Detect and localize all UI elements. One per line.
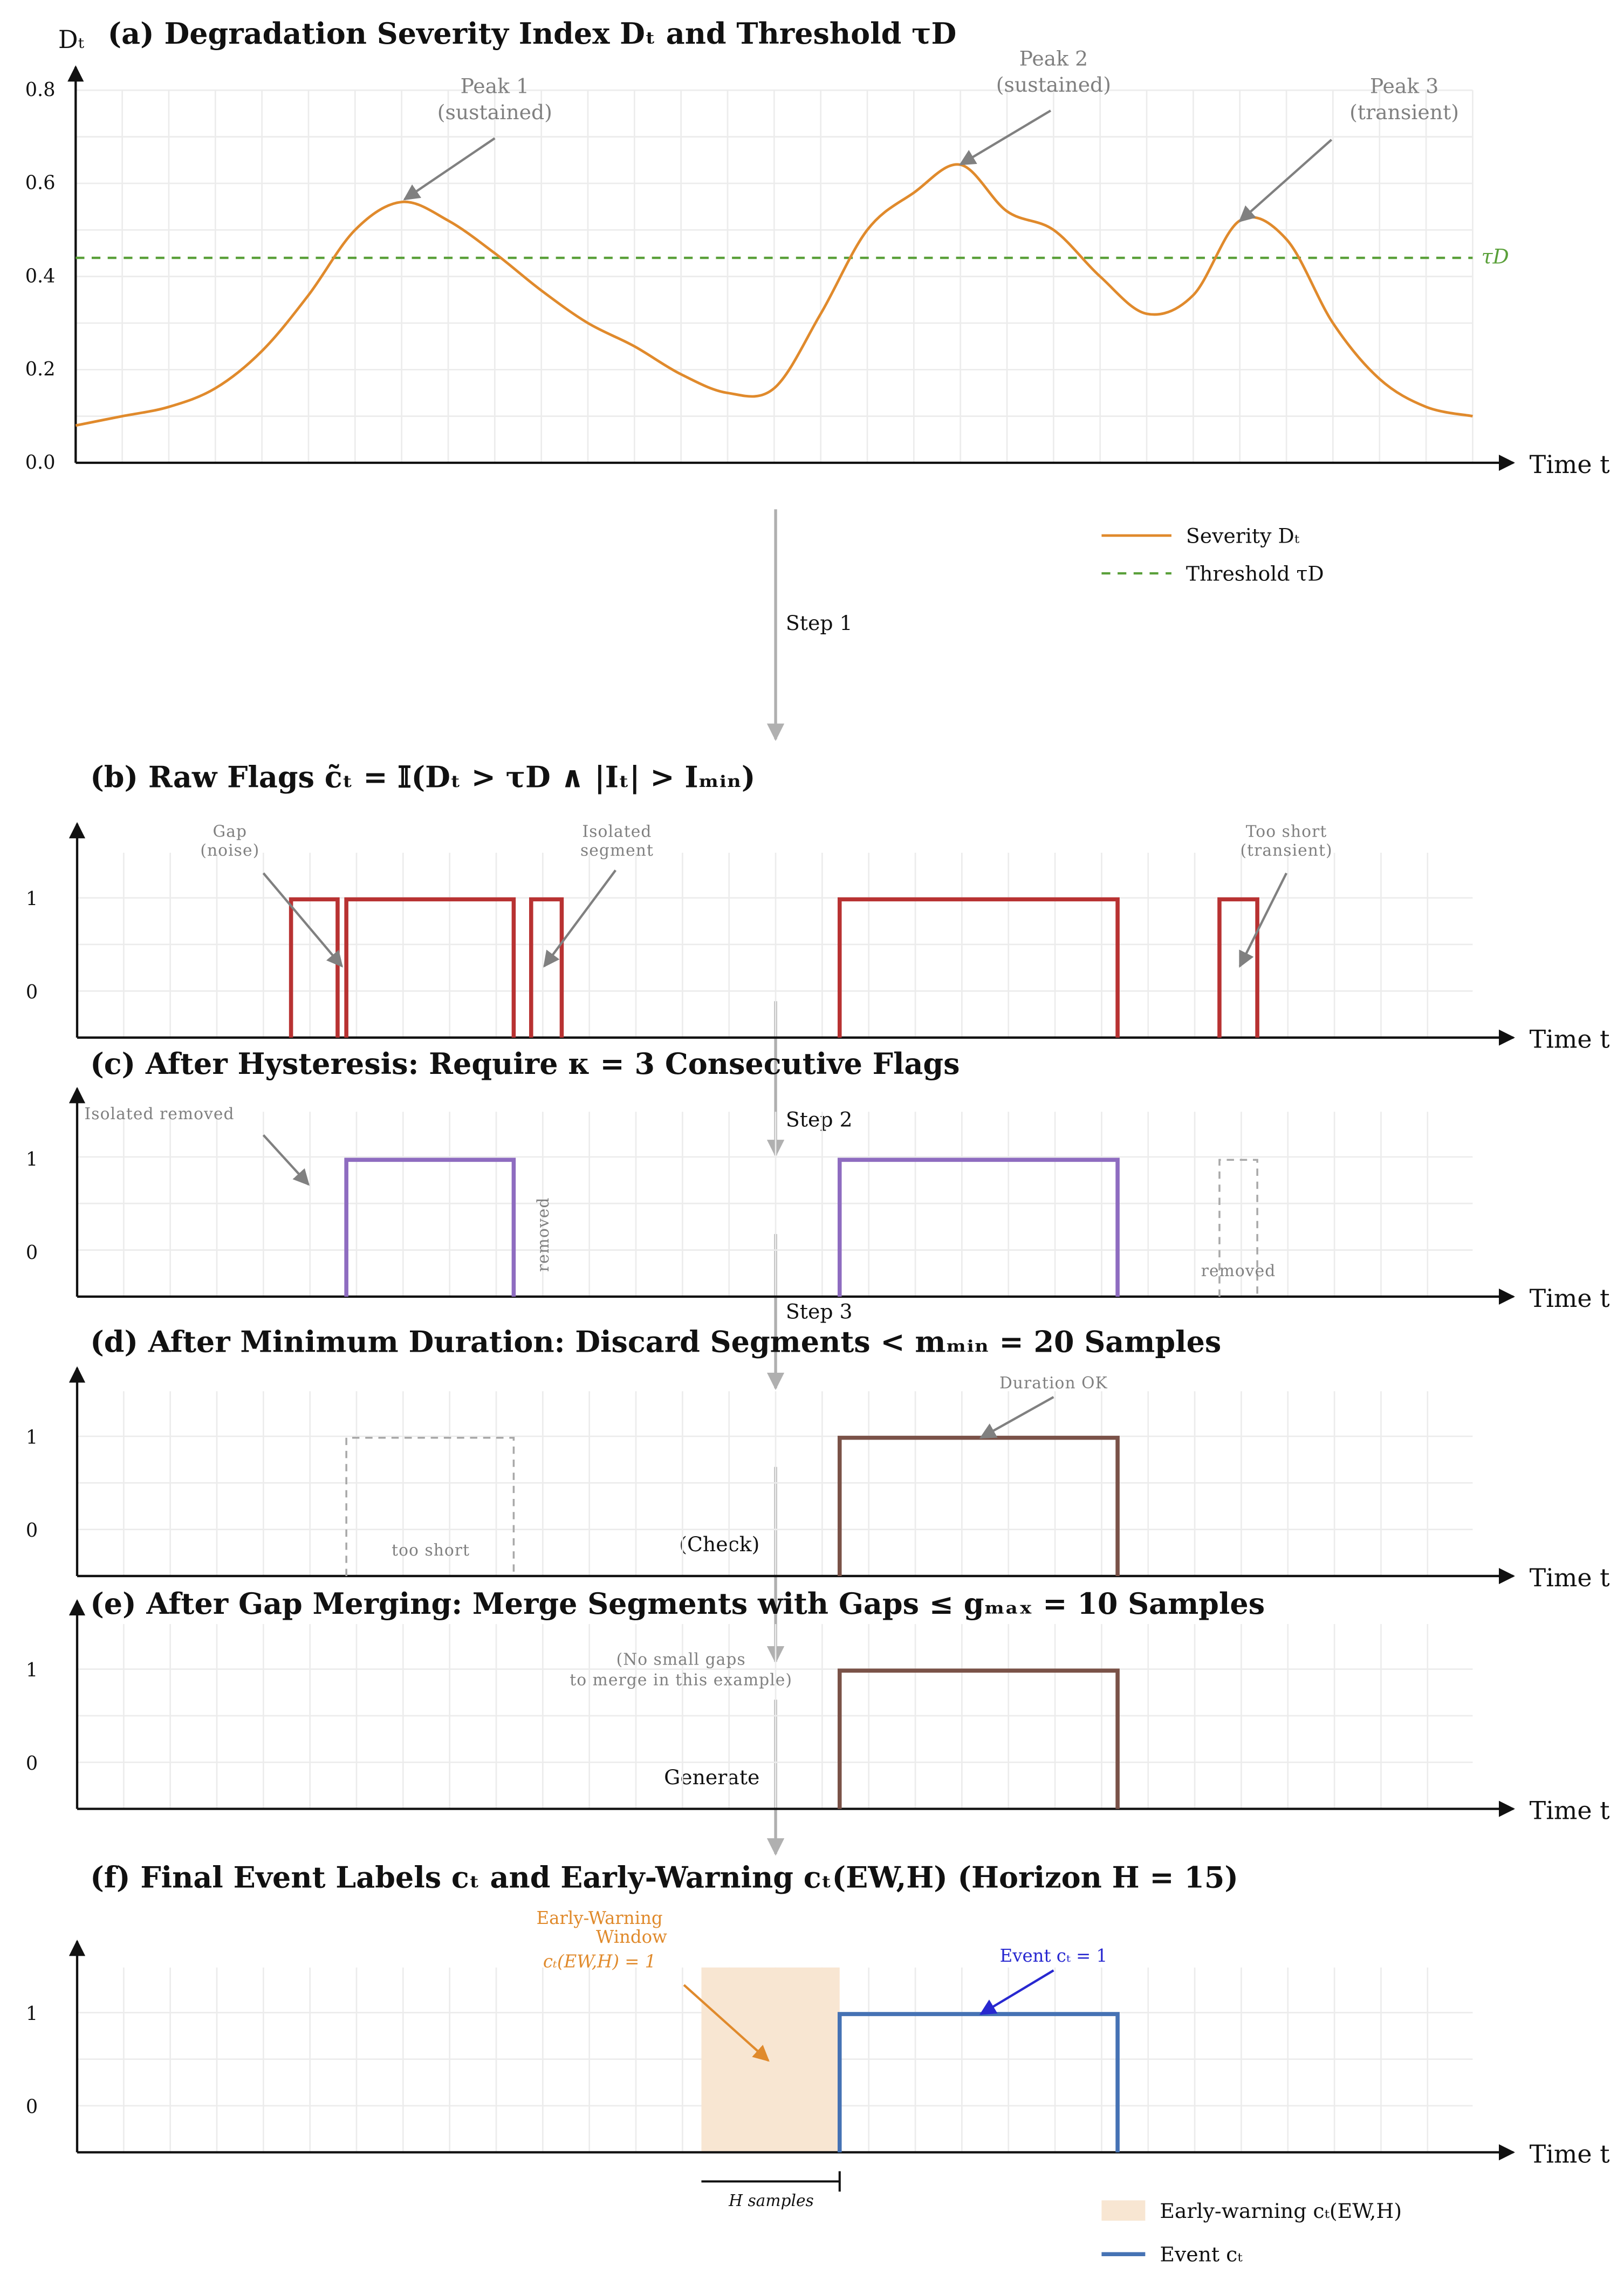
isolated-label-line2: segment	[580, 840, 654, 860]
step3-label: Step 3	[785, 1299, 853, 1324]
step1-label: Step 1	[785, 611, 853, 635]
ytick-a-0: 0.0	[25, 451, 56, 474]
peak2-arrow	[961, 111, 1051, 165]
panel-c	[26, 1046, 1610, 1313]
too-short-arrow	[1240, 873, 1286, 967]
h-samples-label: H samples	[729, 2191, 814, 2210]
peak1-label-line1: Peak 1	[460, 74, 530, 98]
duration-ok-label: Duration OK	[999, 1373, 1108, 1392]
ytick-e-0: 0	[25, 1752, 38, 1775]
ytick-a-2: 0.4	[25, 265, 56, 287]
panel-f	[26, 1860, 1610, 2266]
ytick-b-1: 1	[25, 888, 38, 910]
legend-ew-swatch	[1101, 2200, 1145, 2221]
title-c: (c) After Hysteresis: Require κ = 3 Consecutive Flags	[90, 1046, 960, 1081]
title-a: (a) Degradation Severity Index Dₜ and Threshold τD	[107, 16, 957, 51]
legend-threshold-label: Threshold τD	[1186, 561, 1324, 586]
xlabel-f: Time t	[1529, 2139, 1610, 2169]
legend-ew-label: Early-warning cₜ(EW,H)	[1160, 2198, 1402, 2223]
legend-severity-label: Severity Dₜ	[1186, 524, 1300, 548]
ytick-f-0: 0	[25, 2095, 38, 2118]
grid-d	[77, 1391, 1472, 1576]
gap-arrow	[263, 873, 342, 967]
isolated-arrow	[544, 870, 615, 966]
xlabel-c: Time t	[1529, 1283, 1610, 1313]
grid-b	[77, 853, 1472, 1038]
no-gaps-label-line2: to merge in this example)	[570, 1670, 793, 1689]
gap-label-line2: (noise)	[200, 840, 260, 860]
title-b: (b) Raw Flags c̃ₜ = 𝕀(Dₜ > τD ∧ |Iₜ| > Iₘᵢₙ)	[90, 759, 756, 794]
duration-ok-arrow	[981, 1397, 1053, 1438]
ytick-f-1: 1	[25, 2002, 38, 2025]
peak3-label-line1: Peak 3	[1369, 74, 1439, 98]
ew-window-label-line3: cₜ(EW,H) = 1	[543, 1951, 656, 1972]
ytick-c-1: 1	[25, 1148, 38, 1171]
h-samples-bracket	[701, 2171, 839, 2210]
ew-window-label-line1: Early-Warning	[536, 1907, 663, 1928]
ytick-a-4: 0.8	[25, 79, 56, 101]
ytick-c-0: 0	[25, 1241, 38, 1264]
title-d: (d) After Minimum Duration: Discard Segments < mₘᵢₙ = 20 Samples	[90, 1324, 1222, 1359]
panel-a	[25, 16, 1610, 586]
ytick-b-0: 0	[25, 981, 38, 1003]
ytick-a-3: 0.6	[25, 172, 56, 194]
peak1-label-line2: (sustained)	[437, 100, 552, 125]
too-short-label-line2: (transient)	[1240, 840, 1333, 860]
gap-label-line1: Gap	[213, 821, 248, 841]
event-signal	[840, 2014, 1118, 2152]
too-short-label-line1: Too short	[1245, 821, 1327, 841]
xlabel-a: Time t	[1529, 449, 1610, 479]
panel-d	[26, 1324, 1610, 1592]
removed-vertical-label: removed	[533, 1197, 553, 1272]
threshold-label: τD	[1481, 244, 1509, 269]
merged-signal	[840, 1670, 1118, 1809]
ytick-a-1: 0.2	[25, 358, 56, 381]
xlabel-d: Time t	[1529, 1563, 1610, 1592]
grid-e	[77, 1624, 1472, 1809]
legend-event-label: Event cₜ	[1160, 2242, 1243, 2266]
title-f: (f) Final Event Labels cₜ and Early-Warning cₜ(EW,H) (Horizon H = 15)	[90, 1860, 1238, 1895]
panel-b	[26, 760, 1610, 1054]
legend-a	[1101, 524, 1324, 585]
peak2-label-line1: Peak 2	[1019, 46, 1088, 71]
legend-f	[1101, 2199, 1402, 2266]
ytick-e-1: 1	[25, 1659, 38, 1682]
peak2-label-line2: (sustained)	[996, 72, 1111, 97]
no-gaps-label-line1: (No small gaps	[616, 1649, 746, 1669]
hysteresis-signal	[346, 1160, 1118, 1297]
too-short-d-label: too short	[392, 1540, 470, 1560]
xlabel-b: Time t	[1529, 1024, 1610, 1054]
ylabel-a: Dₜ	[58, 25, 84, 54]
peak3-label-line2: (transient)	[1349, 100, 1459, 125]
duration-signal	[840, 1438, 1118, 1576]
ytick-d-0: 0	[25, 1519, 38, 1542]
check-label: (Check)	[679, 1532, 760, 1557]
event-arrow	[981, 1970, 1053, 2014]
event-label: Event cₜ = 1	[999, 1945, 1108, 1966]
xlabel-e: Time t	[1529, 1796, 1610, 1825]
panel-e	[26, 1586, 1610, 1825]
isolated-removed-arrow	[263, 1135, 309, 1184]
isolated-label-line1: Isolated	[582, 821, 652, 841]
grid-a	[76, 90, 1472, 463]
peak1-arrow	[405, 138, 495, 199]
ytick-d-1: 1	[25, 1426, 38, 1449]
isolated-removed-label: Isolated removed	[84, 1104, 235, 1123]
removed-label: removed	[1201, 1261, 1276, 1280]
early-warning-window	[701, 1968, 839, 2153]
step2-label: Step 2	[785, 1107, 853, 1132]
ew-window-label-line2: Window	[596, 1926, 667, 1947]
title-e: (e) After Gap Merging: Merge Segments with Gaps ≤ gₘₐₓ = 10 Samples	[90, 1586, 1265, 1621]
generate-label: Generate	[664, 1765, 760, 1789]
